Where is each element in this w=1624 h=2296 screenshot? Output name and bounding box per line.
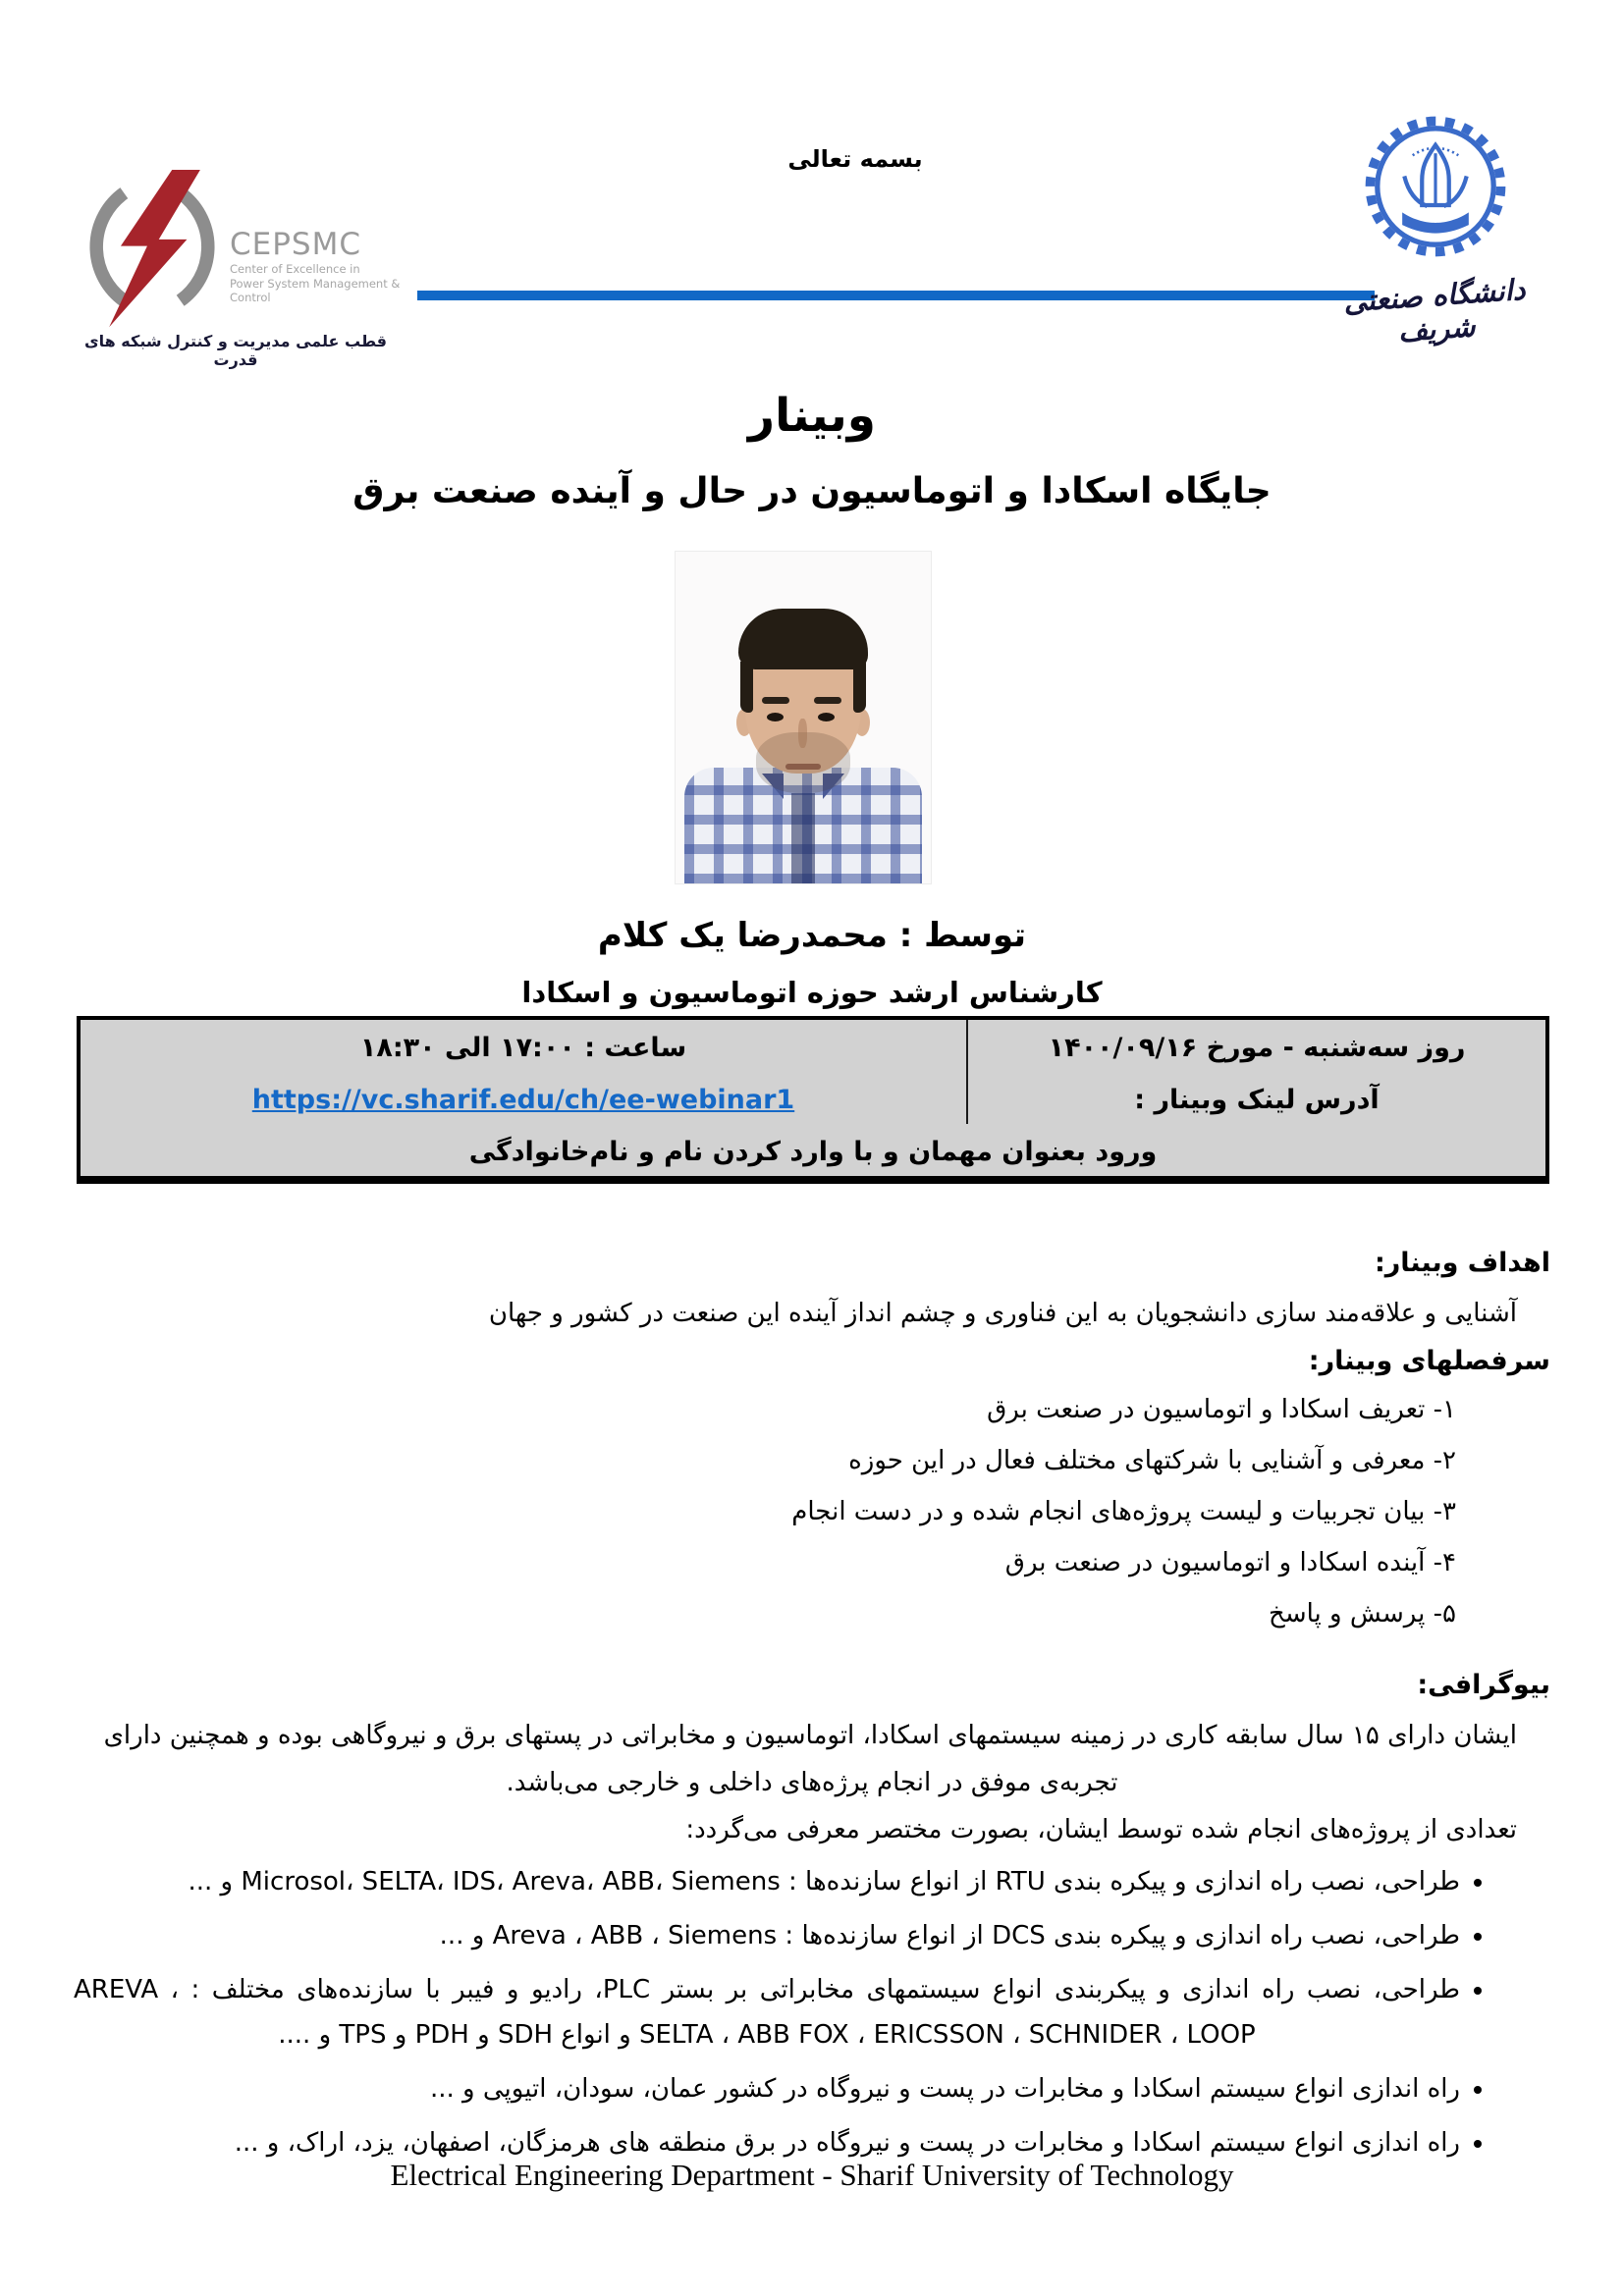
photo-eyebrow-left bbox=[762, 697, 789, 704]
schedule-table bbox=[77, 1016, 1549, 1184]
photo-eye-right bbox=[818, 713, 835, 721]
bio-line-1: ایشان دارای ۱۵ سال سابقه کاری در زمینه سیستمهای اسکادا، اتوماسیون و مخابراتی در پستهای برق و نیروگاهی بوده و همچنین دارای bbox=[103, 1721, 1517, 1750]
cepsmc-subtitle-1: Center of Excellence in bbox=[230, 261, 360, 276]
photo-sideburn-right bbox=[853, 662, 866, 713]
topics-list bbox=[74, 1384, 1550, 1639]
project-bullet: • طراحی، نصب راه اندازی و پیکربندی انواع سیستمهای مخابراتی بر بستر PLC، رادیو و فیبر با سازنده‌های مختلف : AREVA ، SELTA ، ABB FOX ، ERICSSON ، SCHNIDER ، LOOP و انواع SDH و PDH و TPS و .... bbox=[74, 1967, 1460, 2057]
main-content bbox=[74, 1245, 1550, 2174]
project-bullet: • راه اندازی انواع سیستم اسکادا و مخابرات در پست و نیروگاه در کشور عمان، سودان، اتیوپی و ... bbox=[74, 2066, 1460, 2111]
header-divider-rule bbox=[417, 291, 1375, 300]
schedule-time-cell: ساعت : ۱۷:۰۰ الی ۱۸:۳۰ bbox=[359, 1033, 687, 1063]
photo-hair bbox=[738, 609, 868, 669]
bio-heading: بیوگرافی: bbox=[1417, 1670, 1550, 1700]
topic-item: ۴- آینده اسکادا و اتوماسیون در صنعت برق bbox=[1004, 1548, 1456, 1577]
bio-projects-intro: تعدادی از پروژه‌های انجام شده توسط ایشان، بصورت مختصر معرفی می‌گردد: bbox=[685, 1815, 1517, 1844]
speaker-photo bbox=[676, 552, 931, 883]
topic-item: ۳- بیان تجربیات و لیست پروژه‌های انجام شده و در دست انجام bbox=[791, 1497, 1456, 1526]
cepsmc-subtitle-2: Power System Management & Control bbox=[230, 276, 401, 305]
page-subtitle: جایگاه اسکادا و اتوماسیون در حال و آینده صنعت برق bbox=[352, 471, 1272, 511]
photo-nose bbox=[798, 719, 807, 748]
goals-heading: اهداف وبینار: bbox=[1374, 1248, 1550, 1278]
footer-department-line: Electrical Engineering Department - Sharif University of Technology bbox=[390, 2158, 1234, 2192]
topic-item: ۲- معرفی و آشنایی با شرکتهای مختلف فعال در این حوزه bbox=[848, 1446, 1456, 1475]
project-bullet: • طراحی، نصب راه اندازی و پیکره بندی DCS از انواع سازنده‌ها : Areva ، ABB ، Siemens و ... bbox=[74, 1913, 1460, 1958]
schedule-link-cell bbox=[81, 1072, 966, 1124]
bismillah-text: بسمه تعالی bbox=[787, 145, 923, 173]
speaker-by-line: توسط : محمدرضا یک کلام bbox=[597, 916, 1027, 955]
topic-item: ۵- پرسش و پاسخ bbox=[1269, 1599, 1456, 1629]
schedule-date-cell: روز سه‌شنبه - مورخ ۱۴۰۰/۰۹/۱۶ bbox=[966, 1020, 1545, 1072]
schedule-link-label-cell: آدرس لینک وبینار : bbox=[966, 1072, 1545, 1124]
schedule-entry-note: ورود بعنوان مهمان و با وارد کردن نام و نام‌خانوادگی bbox=[468, 1137, 1158, 1167]
goals-text: آشنایی و علاقه‌مند سازی دانشجویان به این فناوری و چشم انداز آینده این صنعت در کشور و جهان bbox=[488, 1299, 1517, 1328]
webinar-link[interactable]: https://vc.sharif.edu/ch/ee-webinar1 bbox=[251, 1085, 795, 1115]
project-bullet: • راه اندازی انواع سیستم اسکادا و مخابرات در پست و نیروگاه در برق منطقه های هرمزگان، اصفهان، یزد، اراک، و ... bbox=[74, 2120, 1460, 2165]
bio-projects-list bbox=[74, 1859, 1550, 2165]
page-title: وبینار bbox=[748, 389, 876, 443]
cepsmc-acronym: CEPSMC bbox=[230, 226, 361, 262]
photo-eye-left bbox=[767, 713, 784, 721]
lightning-bolt-icon bbox=[79, 165, 226, 334]
cepsmc-logo bbox=[79, 165, 403, 334]
photo-mouth bbox=[785, 764, 821, 770]
topic-item: ۱- تعریف اسکادا و اتوماسیون در صنعت برق bbox=[987, 1395, 1456, 1424]
sharif-university-name: دانشگاه صنعتی شریف bbox=[1342, 272, 1527, 348]
speaker-role: کارشناس ارشد حوزه اتوماسیون و اسکادا bbox=[521, 976, 1103, 1009]
photo-eyebrow-right bbox=[814, 697, 841, 704]
cepsmc-persian-caption: قطب علمی مدیریت و کنترل شبکه های قدرت bbox=[83, 332, 388, 369]
photo-shirt-placket bbox=[791, 793, 815, 883]
topics-heading: سرفصلهای وبینار: bbox=[1308, 1346, 1550, 1376]
bio-line-2: تجربه‌ی موفق در انجام پرژه‌های داخلی و خارجی می‌باشد. bbox=[506, 1768, 1118, 1797]
sharif-university-logo bbox=[1337, 114, 1534, 346]
project-bullet: • طراحی، نصب راه اندازی و پیکره بندی RTU از انواع سازنده‌ها : Microsol، SELTA، IDS، Areva، ABB، Siemens و ... bbox=[74, 1859, 1460, 1904]
photo-sideburn-left bbox=[740, 662, 753, 713]
sharif-emblem-icon bbox=[1363, 114, 1508, 259]
